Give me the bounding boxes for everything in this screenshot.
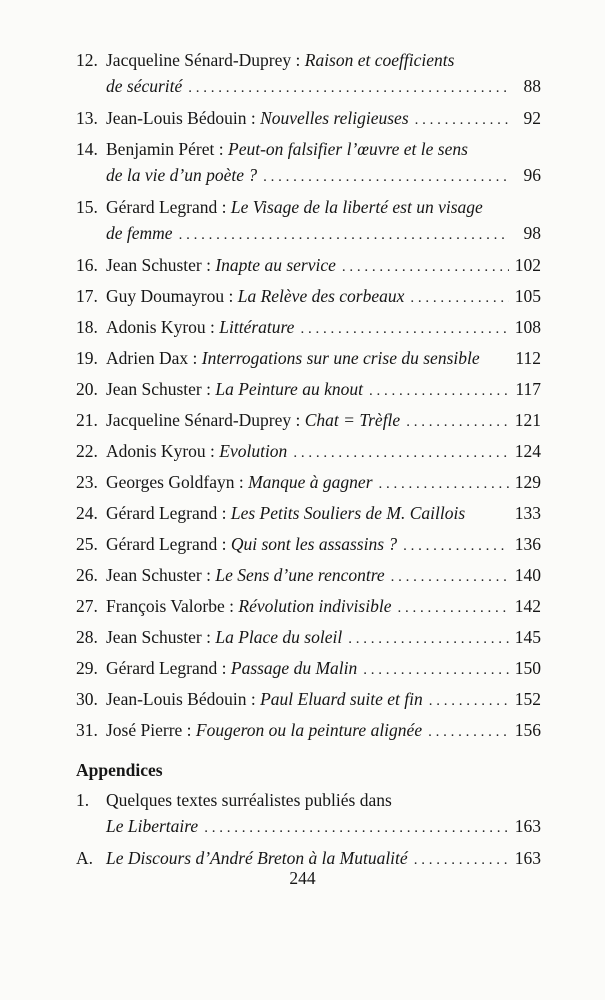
entry-author: Gérard Legrand : [106, 503, 231, 523]
dot-leader [348, 632, 509, 647]
toc-entry [76, 722, 541, 740]
toc-entry [76, 350, 541, 368]
toc-entry [76, 660, 541, 678]
entry-title: Peut-on falsifier l’œuvre et le sens [228, 139, 468, 159]
entry-page: 117 [515, 379, 541, 399]
entry-title-continued: de la vie d’un poète ? [106, 165, 258, 185]
dot-leader [363, 663, 508, 678]
entry-number: 13. [76, 108, 98, 128]
toc-entry [76, 629, 541, 647]
entry-page: 140 [514, 565, 541, 585]
entry-number: 25. [76, 534, 98, 554]
entry-number: 19. [76, 348, 98, 368]
entry-page: 150 [514, 658, 541, 678]
entry-page: 105 [514, 286, 541, 306]
entry-page: 124 [514, 441, 541, 461]
entry-page: 156 [514, 720, 541, 740]
toc-entry [76, 110, 541, 128]
entry-author: Jean Schuster : [106, 565, 216, 585]
toc-entry [76, 141, 541, 185]
entry-number: 22. [76, 441, 98, 461]
entry-page: 136 [514, 534, 541, 554]
entry-title: Les Petits Souliers de M. Caillois [230, 503, 466, 523]
entry-title: Révolution indivisible [238, 596, 392, 616]
entry-title: Fougeron ou la peinture alignée [195, 720, 423, 740]
entry-author: Gérard Legrand : [106, 197, 231, 217]
toc-entry [76, 52, 541, 96]
entry-number: 1. [76, 789, 90, 810]
entry-author: Gérard Legrand : [106, 534, 231, 554]
toc-entry [76, 567, 541, 585]
entry-number: 15. [76, 197, 98, 217]
appendix-entry [76, 847, 541, 868]
entry-title: Passage du Malin [230, 658, 358, 678]
entry-page: 163 [514, 847, 541, 868]
dot-leader [429, 694, 509, 709]
toc-entry [76, 505, 541, 523]
toc-entry [76, 319, 541, 337]
entry-number: 24. [76, 503, 98, 523]
entry-author: Adonis Kyrou : [106, 441, 220, 461]
entry-author: Adonis Kyrou : [106, 317, 220, 337]
entry-title: Nouvelles religieuses [260, 108, 409, 128]
entry-number: 27. [76, 596, 98, 616]
entry-title: Raison et coefficients [304, 50, 455, 70]
entry-number: 28. [76, 627, 98, 647]
entry-page: 152 [514, 689, 541, 709]
entry-number: 20. [76, 379, 98, 399]
entry-title: Qui sont les assassins ? [230, 534, 398, 554]
table-of-contents [76, 52, 541, 881]
entry-author: Jean Schuster : [106, 379, 216, 399]
dot-leader [415, 113, 509, 128]
entry-author: Georges Goldfayn : [106, 472, 249, 492]
appendices-heading: Appendices [76, 760, 163, 780]
dot-leader [410, 291, 508, 306]
entry-number: 23. [76, 472, 98, 492]
entry-title: Evolution [219, 441, 288, 461]
entry-page: 145 [514, 627, 541, 647]
entry-number: A. [76, 847, 94, 868]
entry-page: 88 [523, 76, 541, 96]
entry-title: La Relève des corbeaux [237, 286, 405, 306]
toc-entry [76, 199, 541, 243]
entry-page: 129 [514, 472, 541, 492]
entry-number: 26. [76, 565, 98, 585]
entry-author: Guy Doumayrou : [106, 286, 238, 306]
entry-title: Interrogations sur une crise du sensible [201, 348, 480, 368]
dot-leader [406, 415, 509, 430]
entry-page: 108 [514, 317, 541, 337]
entry-page: 112 [515, 348, 541, 368]
entry-title-continued: de femme [106, 223, 173, 243]
toc-entry [76, 691, 541, 709]
entry-author: Jean-Louis Bédouin : [106, 689, 261, 709]
dot-leader [397, 601, 508, 616]
entry-author: Jacqueline Sénard-Duprey : [106, 410, 305, 430]
entry-title: Inapte au service [215, 255, 336, 275]
toc-entry [76, 598, 541, 616]
entry-number: 12. [76, 50, 98, 70]
entry-title: Le Discours d’André Breton à la Mutualité [106, 847, 408, 868]
entry-number: 16. [76, 255, 98, 275]
entry-author: Jean Schuster : [106, 255, 216, 275]
entry-author: Jean-Louis Bédouin : [106, 108, 261, 128]
dot-leader [379, 477, 509, 492]
entry-page: 96 [523, 165, 541, 185]
entry-page: 102 [514, 255, 541, 275]
dot-leader [342, 260, 509, 275]
entry-title-continued: Le Libertaire [106, 815, 199, 836]
entry-text: Quelques textes surréalistes publiés dans [106, 789, 392, 810]
toc-entry [76, 536, 541, 554]
entry-page: 92 [523, 108, 541, 128]
dot-leader [293, 446, 508, 461]
toc-entry [76, 381, 541, 399]
entry-author: Benjamin Péret : [106, 139, 228, 159]
toc-entry [76, 257, 541, 275]
appendix-entry [76, 789, 541, 836]
entry-title: La Peinture au knout [215, 379, 363, 399]
dot-leader [369, 384, 509, 399]
entry-number: 30. [76, 689, 98, 709]
entry-title: Le Visage de la liberté est un visage [230, 197, 483, 217]
entry-title: Paul Eluard suite et fin [260, 689, 423, 709]
entry-author: Gérard Legrand : [106, 658, 231, 678]
dot-leader [414, 853, 509, 868]
dot-leader [188, 81, 509, 96]
dot-leader [428, 725, 509, 740]
toc-entry [76, 288, 541, 306]
entry-author: Adrien Dax : [106, 348, 202, 368]
dot-leader [204, 821, 509, 836]
entry-title: La Place du soleil [215, 627, 343, 647]
entry-author: José Pierre : [106, 720, 196, 740]
entry-title-continued: de sécurité [106, 76, 183, 96]
entry-number: 29. [76, 658, 98, 678]
toc-entry [76, 443, 541, 461]
entry-title: Littérature [219, 317, 295, 337]
entry-page: 133 [514, 503, 541, 523]
dot-leader [300, 322, 508, 337]
entry-author: François Valorbe : [106, 596, 239, 616]
entry-title: Le Sens d’une rencontre [215, 565, 385, 585]
entry-author: Jean Schuster : [106, 627, 216, 647]
entry-number: 21. [76, 410, 98, 430]
toc-entry [76, 474, 541, 492]
entry-title: Chat = Trèfle [304, 410, 401, 430]
entry-page: 121 [514, 410, 541, 430]
dot-leader [179, 228, 509, 243]
entry-page: 163 [514, 815, 541, 836]
entry-author: Jacqueline Sénard-Duprey : [106, 50, 305, 70]
entry-page: 98 [523, 223, 541, 243]
dot-leader [263, 170, 509, 185]
entry-number: 31. [76, 720, 98, 740]
toc-entry [76, 412, 541, 430]
dot-leader [391, 570, 509, 585]
page-number-footer: 244 [289, 868, 316, 888]
entry-number: 18. [76, 317, 98, 337]
entry-page: 142 [514, 596, 541, 616]
dot-leader [403, 539, 509, 554]
entry-title: Manque à gagner [248, 472, 373, 492]
entry-number: 17. [76, 286, 98, 306]
entry-number: 14. [76, 139, 98, 159]
